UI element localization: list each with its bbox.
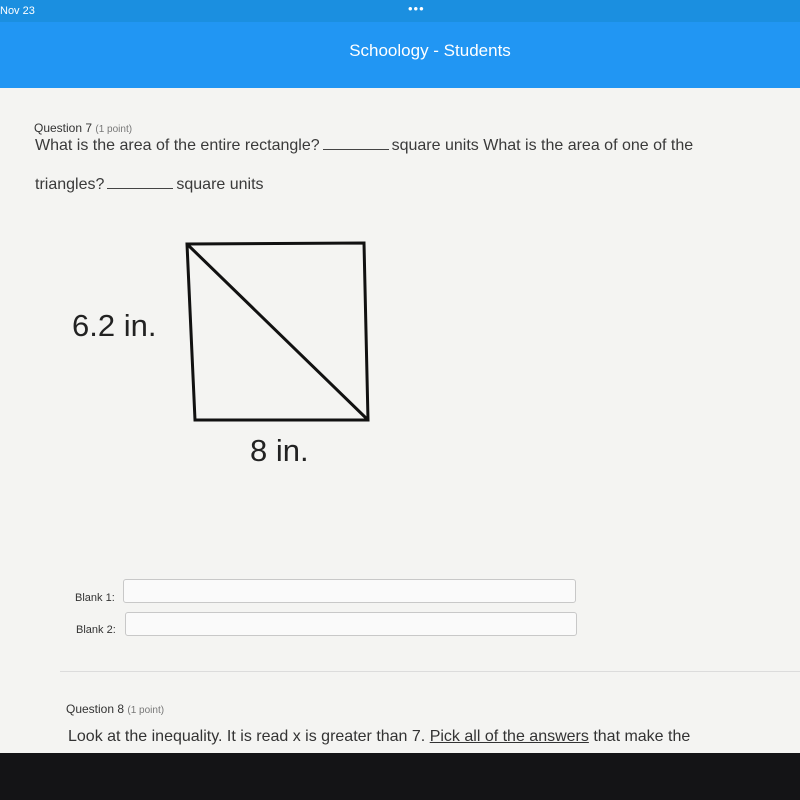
multitasking-dots[interactable]: •••: [408, 1, 425, 16]
question-divider: [60, 671, 800, 672]
question-8-label: Question 8: [66, 702, 125, 716]
bottom-length-label: 8 in.: [250, 433, 309, 468]
question-7-points: (1 point): [95, 124, 133, 135]
status-bar: [0, 0, 800, 22]
status-time: Nov 23: [0, 5, 35, 17]
question-7-prompt-rectangle: What is the area of the entire rectangle?: [35, 137, 320, 154]
app-header: [0, 22, 800, 88]
question-8-points: (1 point): [127, 705, 165, 716]
question-8-heading: [66, 702, 164, 716]
blank-1-input[interactable]: [123, 579, 576, 603]
blank-2-input[interactable]: [125, 612, 577, 636]
question-7-label: Question 7: [34, 121, 93, 135]
screen-bezel: [0, 753, 800, 800]
question-7-prompt-triangles: triangles?: [35, 176, 105, 193]
question-8-text: [68, 728, 690, 746]
question-7-prompt-continued: square units What is the area of one of the: [391, 137, 694, 154]
assessment-content: [0, 88, 800, 753]
question-8-emphasis: Pick all of the answers: [429, 728, 589, 745]
question-7-prompt-units: square units: [176, 176, 264, 193]
diagonal-line: [188, 245, 367, 419]
blank-1-label: Blank 1:: [75, 592, 115, 604]
question-8-prompt: Look at the inequality. It is read x is greater than 7.: [68, 728, 430, 745]
question-8-prompt-end: that make the: [588, 728, 691, 745]
blank-2-label: Blank 2:: [76, 624, 116, 636]
side-length-label: 6.2 in.: [72, 308, 157, 343]
app-title: Schoology - Students: [349, 41, 511, 60]
